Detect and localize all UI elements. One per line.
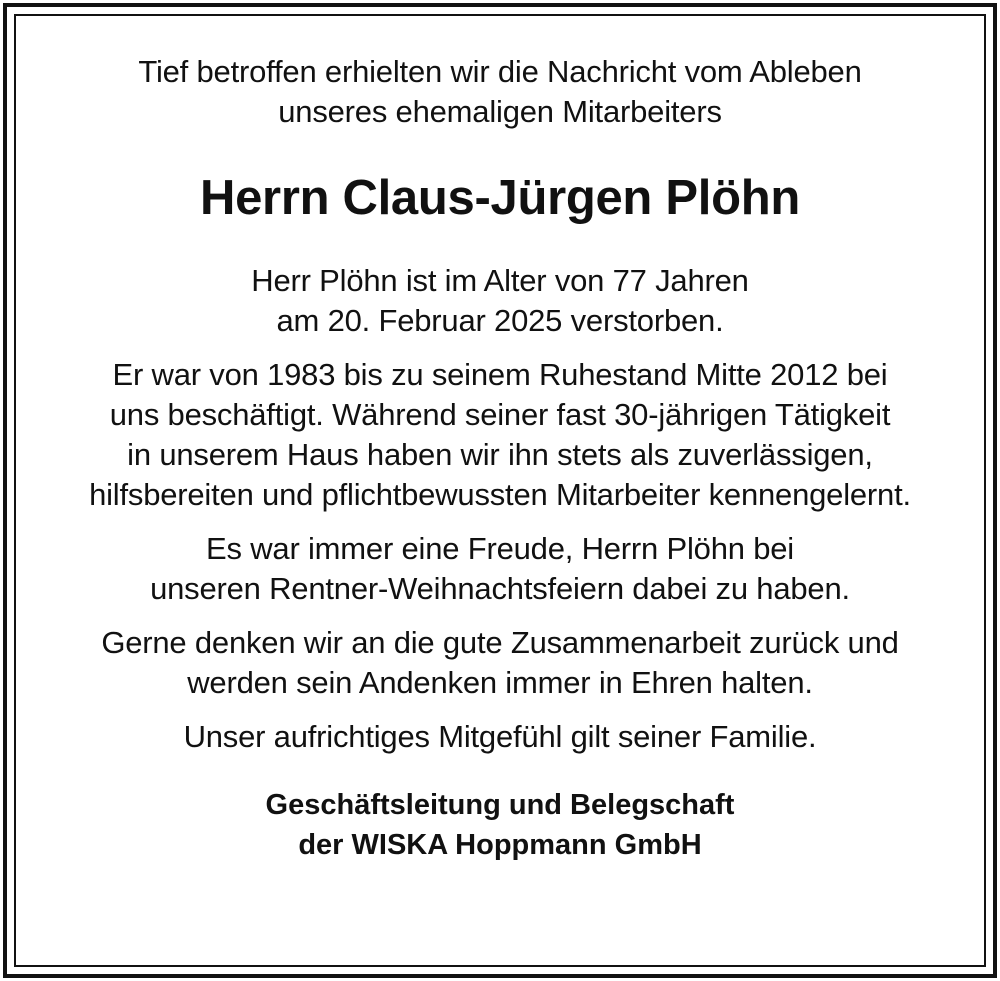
memory-paragraph (16, 623, 984, 703)
joy-paragraph (16, 529, 984, 609)
age-death-line: am 20. Februar 2025 verstorben. (276, 303, 724, 338)
memory-line: werden sein Andenken immer in Ehren halten. (187, 665, 813, 700)
career-line: Er war von 1983 bis zu seinem Ruhestand Mitte 2012 bei (112, 357, 888, 392)
career-line: uns beschäftigt. Während seiner fast 30-jährigen Tätigkeit (109, 397, 891, 432)
signature-block (16, 785, 984, 865)
sympathy-paragraph (16, 717, 984, 757)
intro-paragraph (16, 16, 984, 132)
age-death-line: Herr Plöhn ist im Alter von 77 Jahren (251, 263, 749, 298)
memory-line: Gerne denken wir an die gute Zusammenarbeit zurück und (101, 625, 899, 660)
age-death-paragraph (16, 261, 984, 341)
career-paragraph (16, 355, 984, 515)
signature-line: Geschäftsleitung und Belegschaft (265, 789, 735, 821)
career-line: hilfsbereiten und pflichtbewussten Mitarbeiter kennengelernt. (89, 477, 911, 512)
joy-line: unseren Rentner-Weihnachtsfeiern dabei zu haben. (150, 571, 850, 606)
deceased-name: Herrn Claus-Jürgen Plöhn (200, 171, 800, 225)
obituary-notice (16, 16, 984, 865)
career-line: in unserem Haus haben wir ihn stets als zuverlässigen, (127, 437, 873, 472)
signature-line: der WISKA Hoppmann GmbH (298, 829, 702, 861)
intro-line: unseres ehemaligen Mitarbeiters (278, 94, 722, 129)
joy-line: Es war immer eine Freude, Herrn Plöhn bei (206, 531, 794, 566)
sympathy-line: Unser aufrichtiges Mitgefühl gilt seiner Familie. (183, 719, 817, 754)
intro-line: Tief betroffen erhielten wir die Nachricht vom Ableben (138, 54, 862, 89)
